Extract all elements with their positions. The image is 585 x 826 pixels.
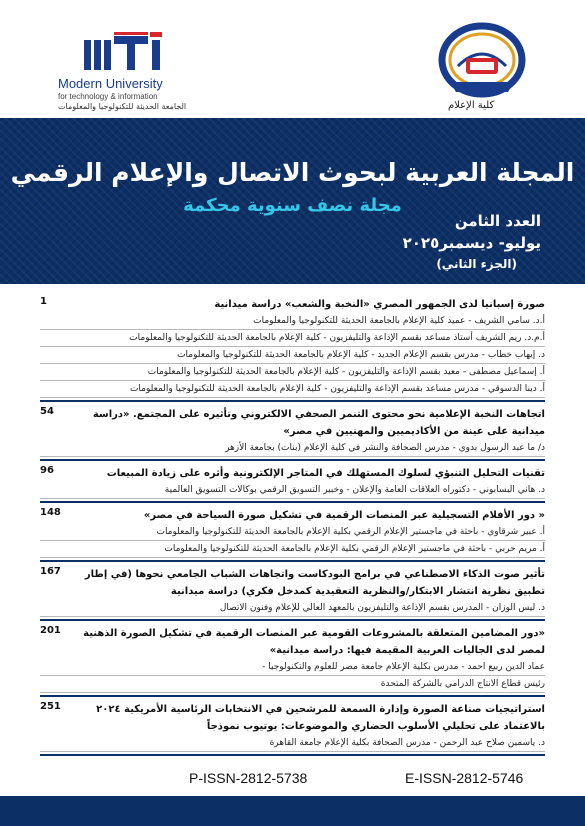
toc-page-number: 148 [40, 507, 61, 518]
issue-date: يوليو- ديسمبر٢٠٢٥ [402, 234, 541, 252]
toc-entry [40, 507, 545, 562]
toc-page-number: 1 [40, 296, 47, 307]
mti-logo-icon [84, 32, 164, 72]
toc-author: أ. مريم حربي - باحثة في ماجستير الإعلام الرقمي بكلية الإعلام بالجامعة الحديثة للتكنولوجيا والمعلومات [40, 541, 545, 558]
toc-divider [40, 400, 545, 402]
toc-author: أ.د. سامي الشريف - عميد كلية الإعلام بالجامعة الحديثة للتكنولوجيا والمعلومات [40, 313, 545, 330]
modern-university-logo [58, 32, 208, 114]
toc-article-title: استراتيجيات صناعة الصورة وإدارة السمعة للمرشحين في الانتخابات الرئاسية الأمريكية ٢٠٢٤ بالاعتماد على تحليلي الأسلوب الحضاري والموضوعات: يوتيوب نموذجاً [96, 704, 545, 732]
toc-divider [40, 619, 545, 621]
toc-divider [40, 754, 545, 756]
toc-entry [40, 406, 545, 461]
toc-article-title: تقنيات التحليل التنبؤي لسلوك المستهلك في المتاجر الإلكترونية وأثره على زيادة المبيعات [106, 468, 545, 479]
mti-arabic-name: الجامعة الحديثة للتكنولوجيا والمعلومات [58, 102, 187, 111]
toc-author: أ.م.د. ريم الشريف أستاذ مساعد بقسم الإذاعة والتليفزيون - كلية الإعلام بالجامعة الحديثة للتكنولوجيا والمعلومات [40, 330, 545, 347]
toc-author: رئيس قطاع الانتاج الدرامي بالشركة المتحدة [40, 676, 545, 693]
mti-subtitle: for technology & information [58, 92, 158, 101]
toc-divider [40, 459, 545, 461]
toc-divider [40, 501, 545, 503]
toc-author: عماد الدين ربيع احمد - مدرس بكلية الإعلام جامعة مصر للعلوم والتكنولوجيا - [40, 659, 545, 676]
toc-entry [40, 296, 545, 402]
toc-page-number: 96 [40, 465, 54, 476]
faculty-seal-icon [430, 22, 534, 100]
toc-author: أ. إسماعيل مصطفى - معيد بقسم الإذاعة والتليفزيون - كلية الإعلام بالجامعة الحديثة للتكنولوجيا والمعلومات [40, 364, 545, 381]
toc-entry [40, 625, 545, 697]
toc-article-title: اتجاهات النخبة الإعلامية نحو محتوى التنمر الصحفي الالكتروني وتأثيره على المجتمع. «دراسة ميدانية على عينة من الأكاديميين والمهنيين في مصر» [92, 409, 545, 437]
toc-author: د. إيهاب خطاب - مدرس بقسم الإعلام الجديد - كلية الإعلام بالجامعة الحديثة للتكنولوجيا والمعلومات [40, 347, 545, 364]
toc-page-number: 167 [40, 566, 61, 577]
faculty-logo [426, 22, 538, 117]
toc-article-title: «دور المضامين المتعلقة بالمشروعات القومية عبر المنصات الرقمية في تشكيل الصورة الذهنية لمصر لدى الجاليات العربية المقيمة فيها: دراسة ميدانية» [83, 628, 545, 656]
toc-page-number: 201 [40, 625, 61, 636]
toc-entry [40, 566, 545, 621]
journal-subtitle: مجلة نصف سنوية محكمة [183, 195, 402, 216]
footer-band [0, 796, 585, 826]
table-of-contents [40, 296, 545, 760]
toc-page-number: 54 [40, 406, 54, 417]
issue-info [341, 210, 541, 274]
toc-article-title: صورة إسبانيا لدى الجمهور المصري «النخبة والشعب» دراسة ميدانية [214, 299, 545, 310]
toc-article-title: « دور الأفلام التسجيلية عبر المنصات الرقمية في تشكيل صورة السياحة في مصر» [143, 510, 545, 521]
toc-entry [40, 701, 545, 756]
toc-author: د. ياسمين صلاح عبد الرحمن - مدرس الصحافة بكلية الإعلام جامعة القاهرة [40, 735, 545, 752]
issue-part: (الجزء الثاني) [436, 257, 517, 271]
faculty-arabic-name: كلية الإعلام [448, 100, 495, 111]
issue-number: العدد الثامن [454, 212, 541, 230]
toc-page-number: 251 [40, 701, 61, 712]
toc-article-title: تأثير صوت الذكاء الاصطناعي في برامج البودكاست واتجاهات الشباب الجامعي نحوها (في إطار تطبيق نظرية انتشار الابتكار/والنظرية التعقيدية كمدخل فكري) دراسة ميدانية [84, 569, 545, 597]
toc-entry [40, 465, 545, 503]
e-issn: E-ISSN-2812-5746 [405, 770, 524, 786]
toc-author: د. ليس الوزان - المدرس بقسم الإذاعة والتليفزيون بالمعهد العالي للإعلام وفنون الاتصال [40, 600, 545, 617]
journal-title: المجلة العربية لبحوث الاتصال والإعلام الرقمي [10, 158, 575, 187]
p-issn: P-ISSN-2812-5738 [189, 770, 308, 786]
toc-divider [40, 560, 545, 562]
toc-author: أ. عبير شرقاوي - باحثة في ماجستير الإعلام الرقمي بكلية الإعلام بالجامعة الحديثة للتكنولوجيا والمعلومات [40, 524, 545, 541]
mti-name: Modern University [58, 76, 163, 91]
toc-divider [40, 695, 545, 697]
toc-author: د. هاني البسابوني - دكتوراه العلاقات العامة والإعلان - وخبير التسويق الرقمي بوكالات التسويق العالمية [40, 482, 545, 499]
toc-author: د/ ما عبد الرسول بدوي - مدرس الصحافة والنشر في كلية الإعلام (بنات) بجامعة الأزهر [40, 440, 545, 457]
toc-author: أ. دينا الدسوقي - مدرس مساعد بقسم الإذاعة والتليفزيون - كلية الإعلام بالجامعة الحديثة للتكنولوجيا والمعلومات [40, 381, 545, 398]
